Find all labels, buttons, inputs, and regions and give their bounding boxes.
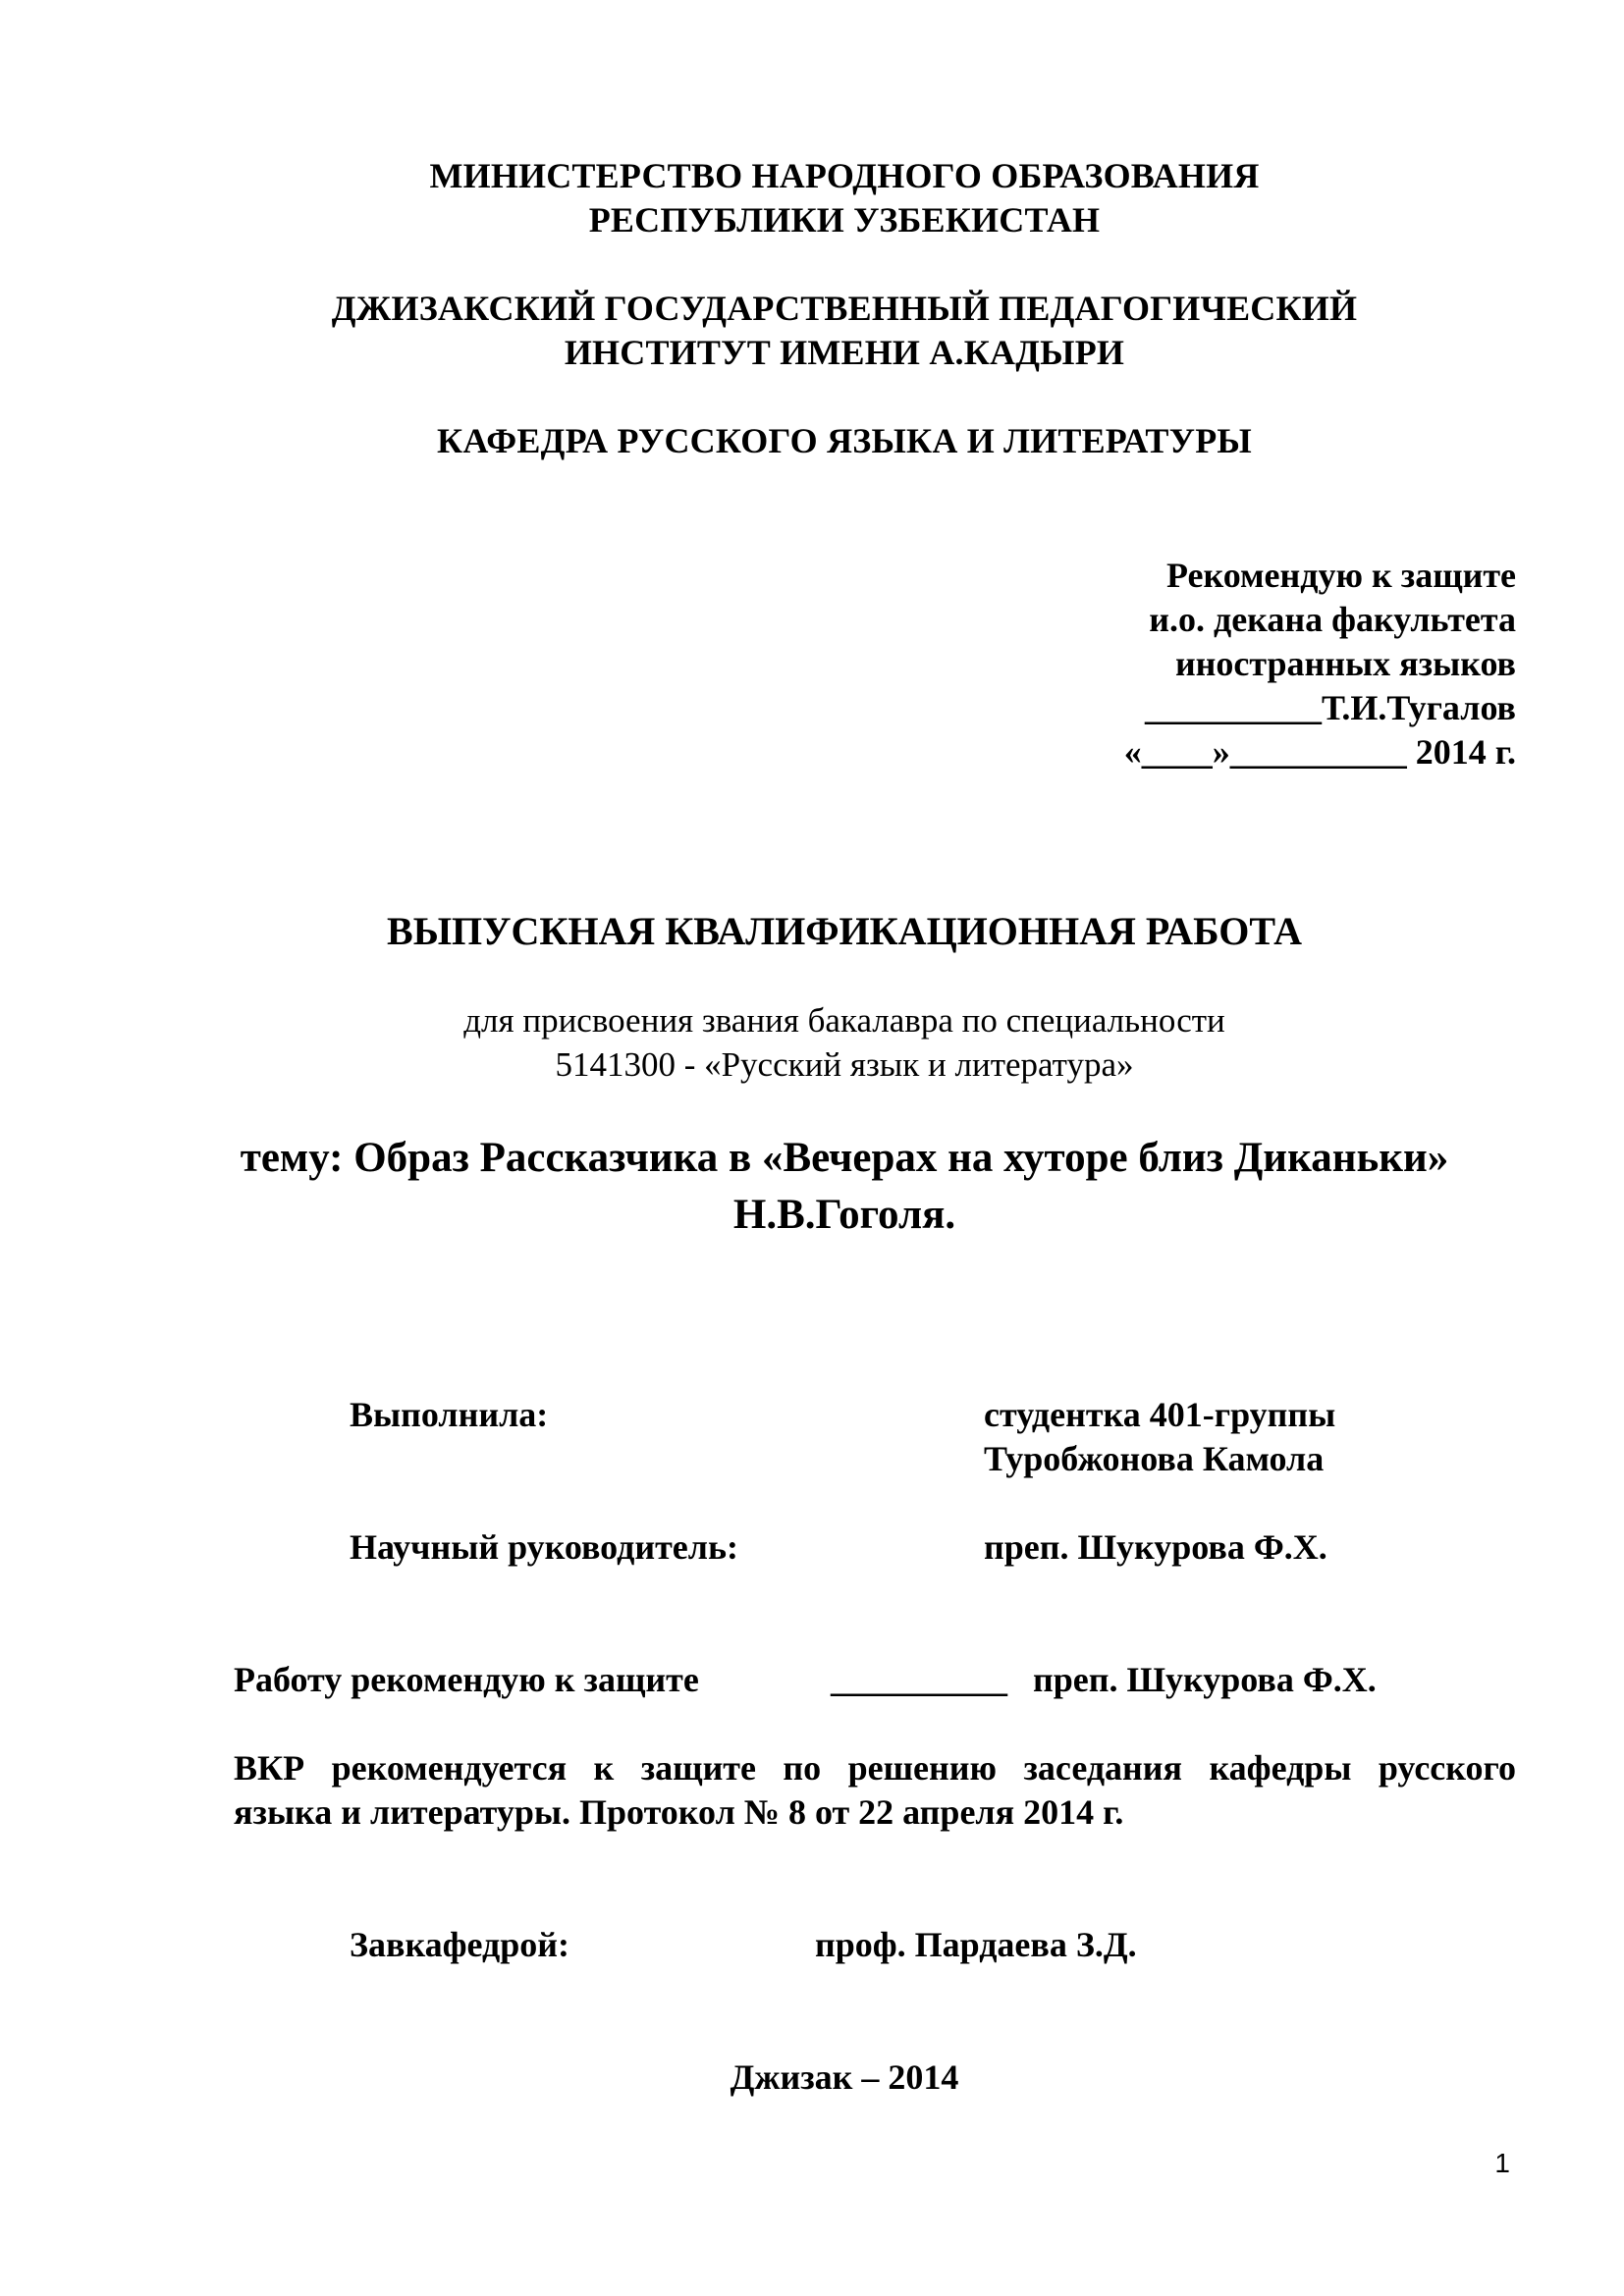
head-name: проф. Пардаева З.Д. [815,1925,1137,1964]
performed-student-name: Туробжонова Камола [984,1439,1325,1478]
approval-line-1: Рекомендую к защите [1165,556,1516,595]
supervisor-label: Научный руководитель: [350,1527,738,1567]
work-title: ВЫПУСКНАЯ КВАЛИФИКАЦИОННАЯ РАБОТА [387,909,1302,953]
approval-date-line: «____»__________ 2014 г. [1123,732,1516,772]
head-label: Завкафедрой: [350,1925,570,1964]
protocol-line-2: языка и литературы. Протокол № 8 от 22 апреля 2014 г. [234,1792,1124,1832]
recommendation-name: преп. Шукурова Ф.Х. [1033,1660,1377,1699]
approval-line-2: и.о. декана факультета [1149,600,1516,639]
purpose-line-2: 5141300 - «Русский язык и литература» [555,1045,1134,1084]
performed-label: Выполнила: [350,1395,549,1434]
city-year: Джизак – 2014 [730,2057,959,2097]
recommendation-label: Работу рекомендую к защите [234,1660,699,1699]
institute-line-2: ИНСТИТУТ ИМЕНИ А.КАДЫРИ [564,333,1125,372]
topic-line-2: Н.В.Гоголя. [732,1192,956,1238]
recommendation-signature: __________ [831,1660,1007,1699]
ministry-line-2: РЕСПУБЛИКИ УЗБЕКИСТАН [588,200,1101,240]
purpose-line-1: для присвоения звания бакалавра по специальности [463,1001,1225,1040]
protocol-line-1: ВКР рекомендуется к защите по решению заседания кафедры русского [234,1748,1516,1788]
page-number: 1 [1494,2148,1510,2178]
institute-line-1: ДЖИЗАКСКИЙ ГОСУДАРСТВЕННЫЙ ПЕДАГОГИЧЕСКИЙ [331,289,1358,328]
ministry-line-1: МИНИСТЕРСТВО НАРОДНОГО ОБРАЗОВАНИЯ [429,156,1260,195]
performed-student-group: студентка 401-группы [984,1395,1336,1434]
topic-line-1: тему: Образ Рассказчика в «Вечерах на хуторе близ Диканьки» [240,1135,1449,1181]
approval-signature-line: __________Т.И.Тугалов [1144,688,1516,727]
approval-line-3: иностранных языков [1174,644,1516,683]
department-name: КАФЕДРА РУССКОГО ЯЗЫКА И ЛИТЕРАТУРЫ [437,421,1252,460]
supervisor-name: преп. Шукурова Ф.Х. [984,1527,1327,1567]
